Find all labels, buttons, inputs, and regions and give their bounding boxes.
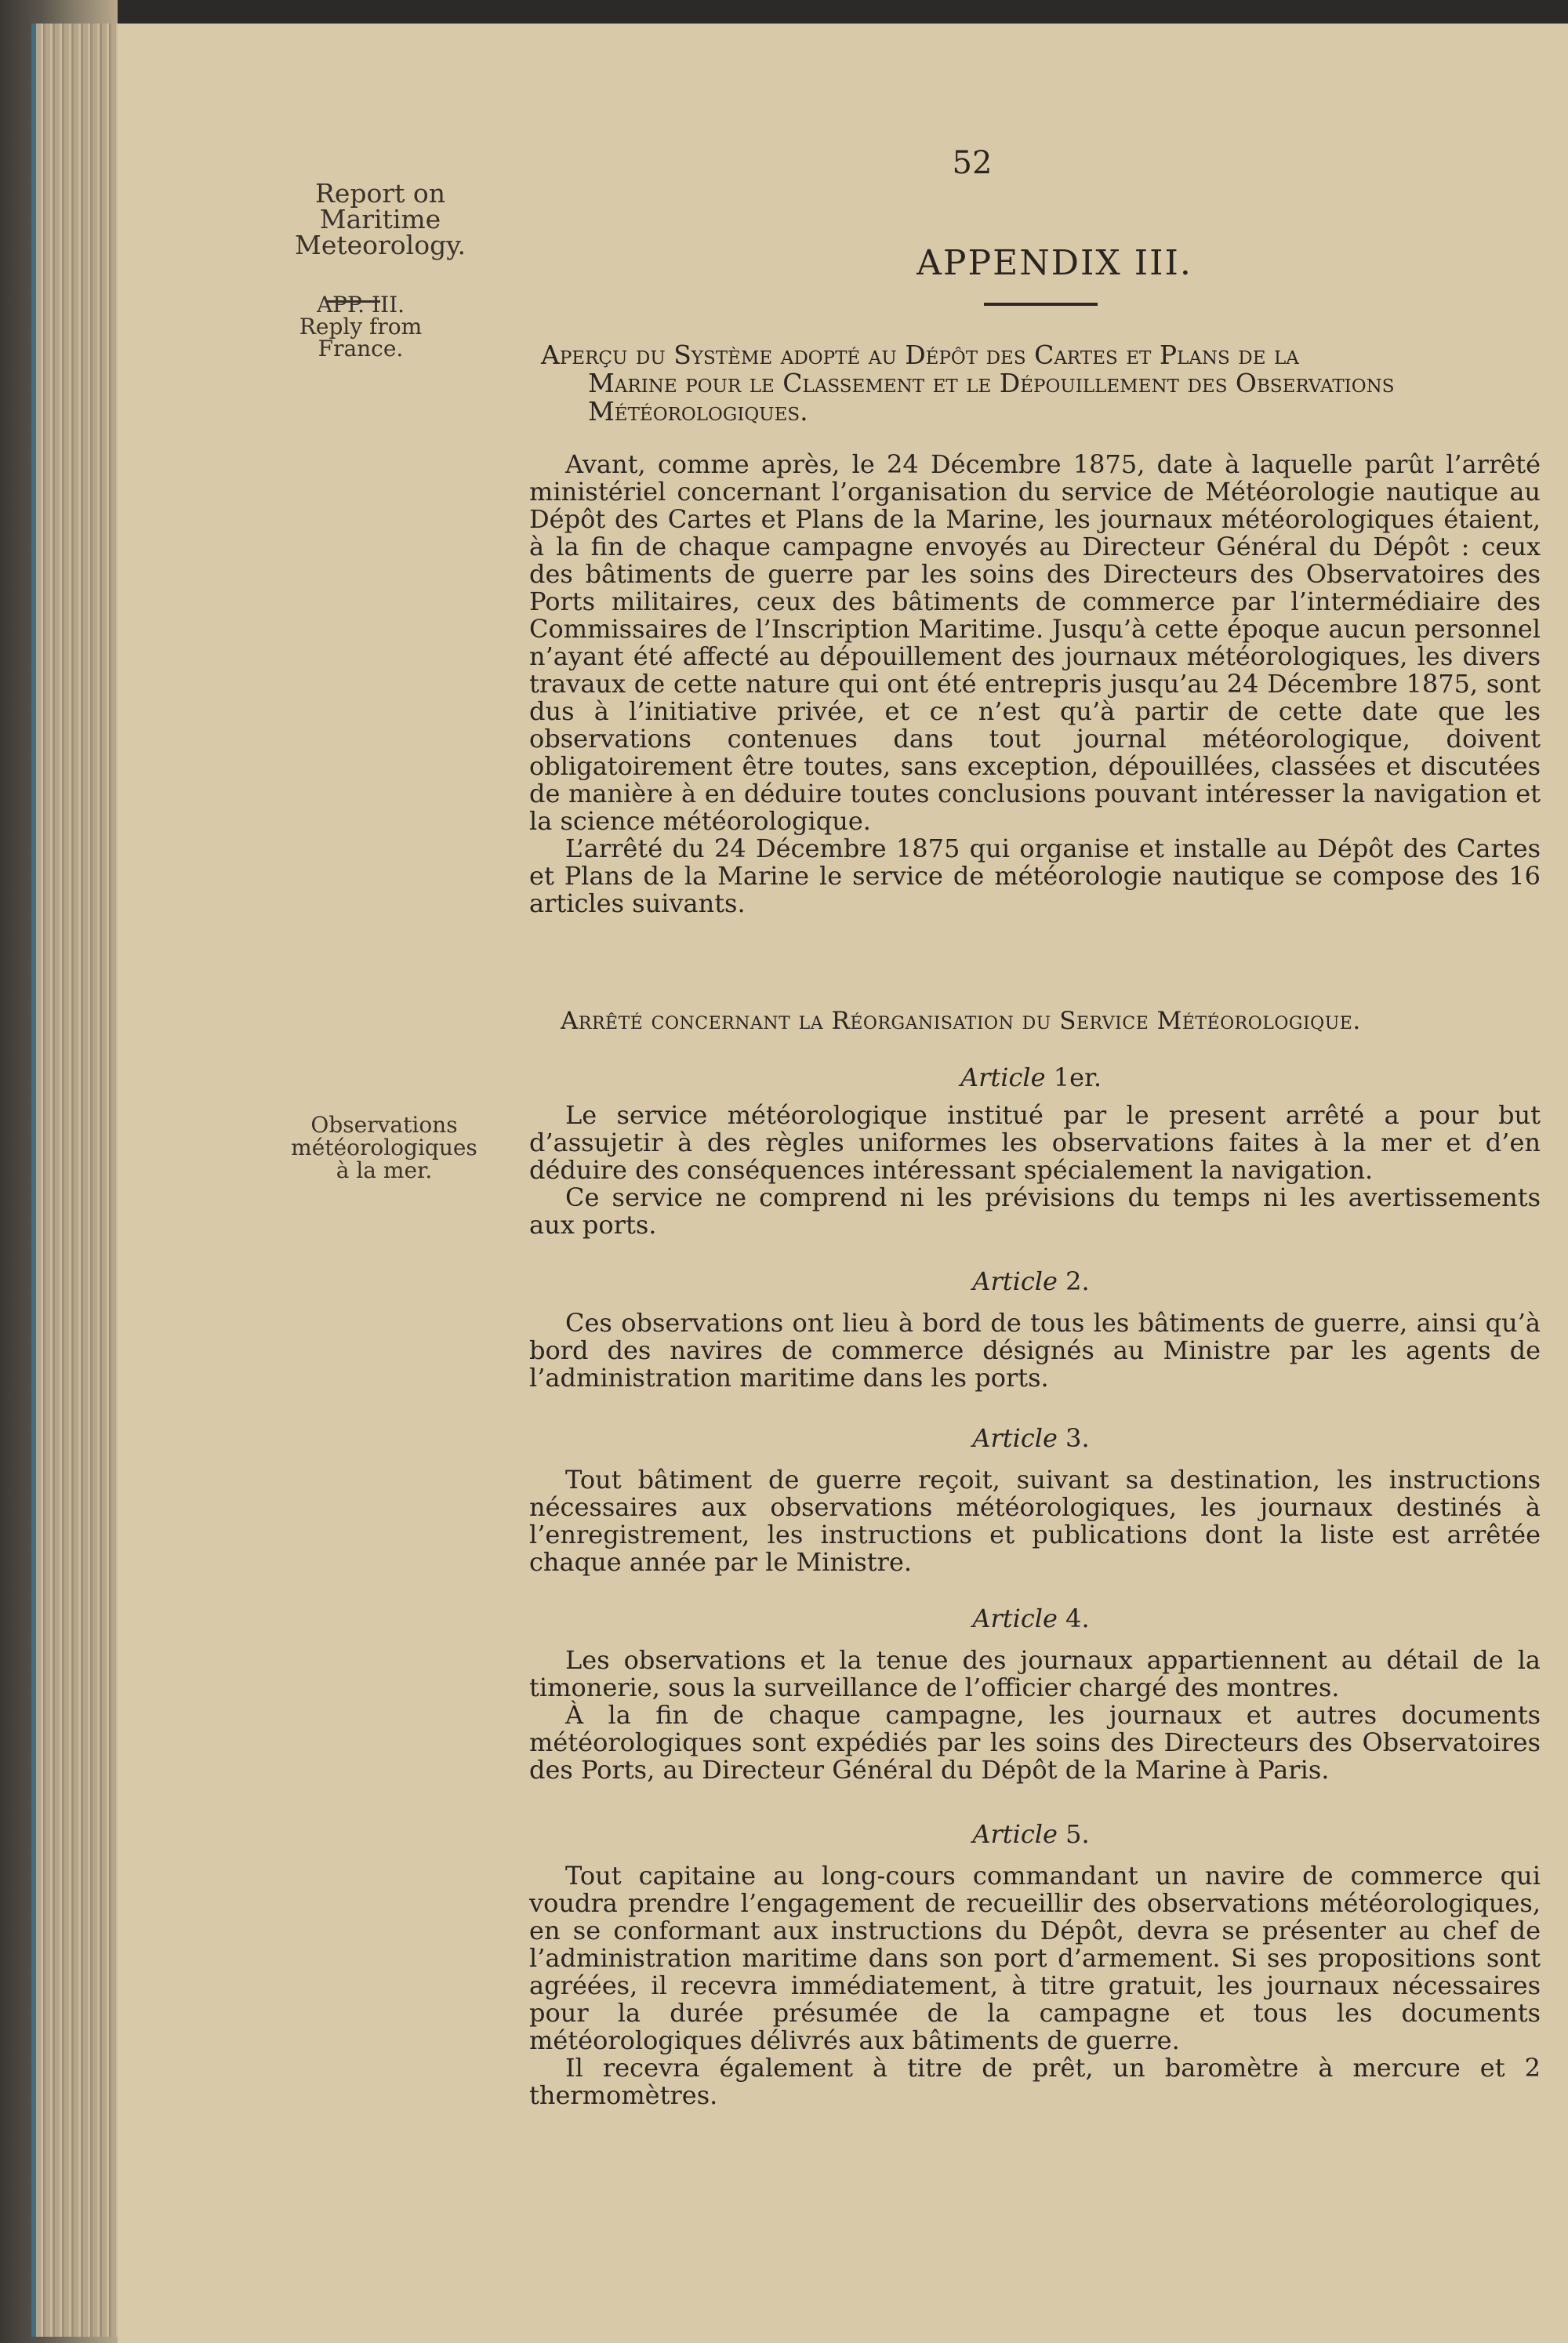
article-body: [529, 1310, 1541, 1392]
article-label: Article: [960, 1063, 1046, 1092]
article-paragraph: Les observations et la tenue des journaux appartiennent au détail de la timonerie, sous la surveillance de l’officier chargé des montres.: [529, 1645, 1541, 1702]
appercu-heading: [541, 341, 1552, 426]
margin-app-label: APP. III.: [316, 292, 405, 318]
page-number: 52: [952, 145, 993, 181]
margin-obs-line: météorologiques: [291, 1135, 477, 1161]
article-paragraph: À la fin de chaque campagne, les journaux et autres documents météorologiques sont expédiés par les soins des Directeurs des Observatoires des Ports, au Directeur Général du Dépôt de la Marine à Paris.: [529, 1700, 1541, 1785]
article-body: [529, 1466, 1541, 1576]
article-paragraph: Tout bâtiment de guerre reçoit, suivant sa destination, les instructions nécessaires aux observations météorologiques, les journaux destinés à l’enregistrement, les instructions et publications dont la liste est arrêtée chaque année par le Ministre.: [529, 1465, 1541, 1577]
article-body: [529, 1102, 1541, 1239]
article-label: Article: [972, 1423, 1058, 1453]
article-paragraph: Il recevra également à titre de prêt, un baromètre à mercure et 2 thermomètres.: [529, 2053, 1541, 2110]
article-paragraph: Tout capitaine au long-cours commandant un navire de commerce qui voudra prendre l’engagement de recueillir des observations météorologiques, en se conformant aux instructions du Dépôt, devra se présenter au chef de l’administration maritime dans son port d’armement. Si ses propositions sont agréées, il recevra immédiatement, à titre gratuit, les journaux nécessaires pour la durée présumée de la campagne et tous les documents météorologiques délivrés aux bâtiments de guerre.: [529, 1861, 1541, 2055]
article-label: Article: [972, 1819, 1058, 1849]
margin-observations-note: [216, 1113, 553, 1182]
margin-report-line: Maritime: [319, 204, 441, 234]
intro-section: [529, 451, 1541, 917]
margin-appendix-note: [243, 294, 478, 360]
article-paragraph: Le service météorologique institué par le present arrêté a pour but d’assujetir à des règles uniformes les observations faites à la mer et d’en déduire des conséquences intéressant spécialement la navigation.: [529, 1100, 1541, 1185]
margin-country: France.: [318, 336, 404, 361]
article-label: Article: [972, 1266, 1058, 1296]
article-paragraph: Ces observations ont lieu à bord de tous les bâtiments de guerre, ainsi qu’à bord des navires de commerce désignés au Ministre par les agents de l’administration maritime dans les ports.: [529, 1308, 1541, 1393]
article-heading: [855, 1423, 1207, 1453]
article-heading: [855, 1819, 1207, 1849]
article-number: 3.: [1065, 1423, 1090, 1453]
appendix-title: APPENDIX III.: [916, 243, 1192, 283]
article-number: 4.: [1065, 1604, 1090, 1633]
article-paragraph: Ce service ne comprend ni les prévisions du temps ni les avertissements aux ports.: [529, 1182, 1541, 1240]
article-heading: [855, 1604, 1207, 1633]
margin-reply: Reply from: [299, 314, 423, 340]
intro-paragraph: L’arrêté du 24 Décembre 1875 qui organise et installe au Dépôt des Cartes et Plans de la Marine le service de météorologie nautique se compose des 16 articles suivants.: [529, 834, 1541, 918]
margin-report-line: Meteorology.: [295, 230, 466, 260]
article-heading: [855, 1266, 1207, 1296]
book-page: [118, 24, 1568, 2343]
arrete-heading: Arrêté concernant la Réorganisation du Service Météorologique.: [561, 1007, 1361, 1035]
appercu-line-2: Marine pour le Classement et le Dépouillement des Observations Météorologiques.: [588, 368, 1395, 427]
article-number: 1er.: [1053, 1063, 1102, 1092]
margin-report-line: Report on: [314, 178, 445, 209]
title-divider: [984, 303, 1098, 306]
page-edges: [31, 24, 122, 2337]
article-number: 5.: [1065, 1819, 1090, 1849]
article-label: Article: [972, 1604, 1058, 1633]
article-number: 2.: [1065, 1266, 1090, 1296]
article-body: [529, 1647, 1541, 1784]
margin-obs-line: à la mer.: [336, 1157, 433, 1183]
intro-paragraph: Avant, comme après, le 24 Décembre 1875, date à laquelle parût l’arrêté ministériel concernant l’organisation du service de Météorologie nautique au Dépôt des Cartes et Plans de la Marine, les journaux météorologiques étaient, à la fin de chaque campagne envoyés au Directeur Général du Dépôt : ceux des bâtiments de guerre par les soins des Directeurs des Observatoires des Ports militaires, ceux des bâtiments de commerce par l’intermédiaire des Commissaires de l’Inscription Maritime. Jusqu’à cette époque aucun personnel n’ayant été affecté au dépouillement des journaux météorologiques, les divers travaux de cette nature qui ont été entrepris jusqu’au 24 Décembre 1875, sont dus à l’initiative privée, et ce n’est qu’à partir de cette date que les observations contenues dans tout journal météorologique, doivent obligatoirement être toutes, sans exception, dépouillées, classées et discutées de manière à en déduire toutes conclusions pouvant intéresser la navigation et la science météorologique.: [529, 449, 1541, 836]
appercu-line-1: Aperçu du Système adopté au Dépôt des Cartes et Plans de la: [541, 340, 1299, 370]
margin-obs-line: Observations: [310, 1112, 458, 1138]
article-heading: [855, 1063, 1207, 1092]
margin-report-title: [243, 180, 517, 258]
article-body: [529, 1862, 1541, 2109]
